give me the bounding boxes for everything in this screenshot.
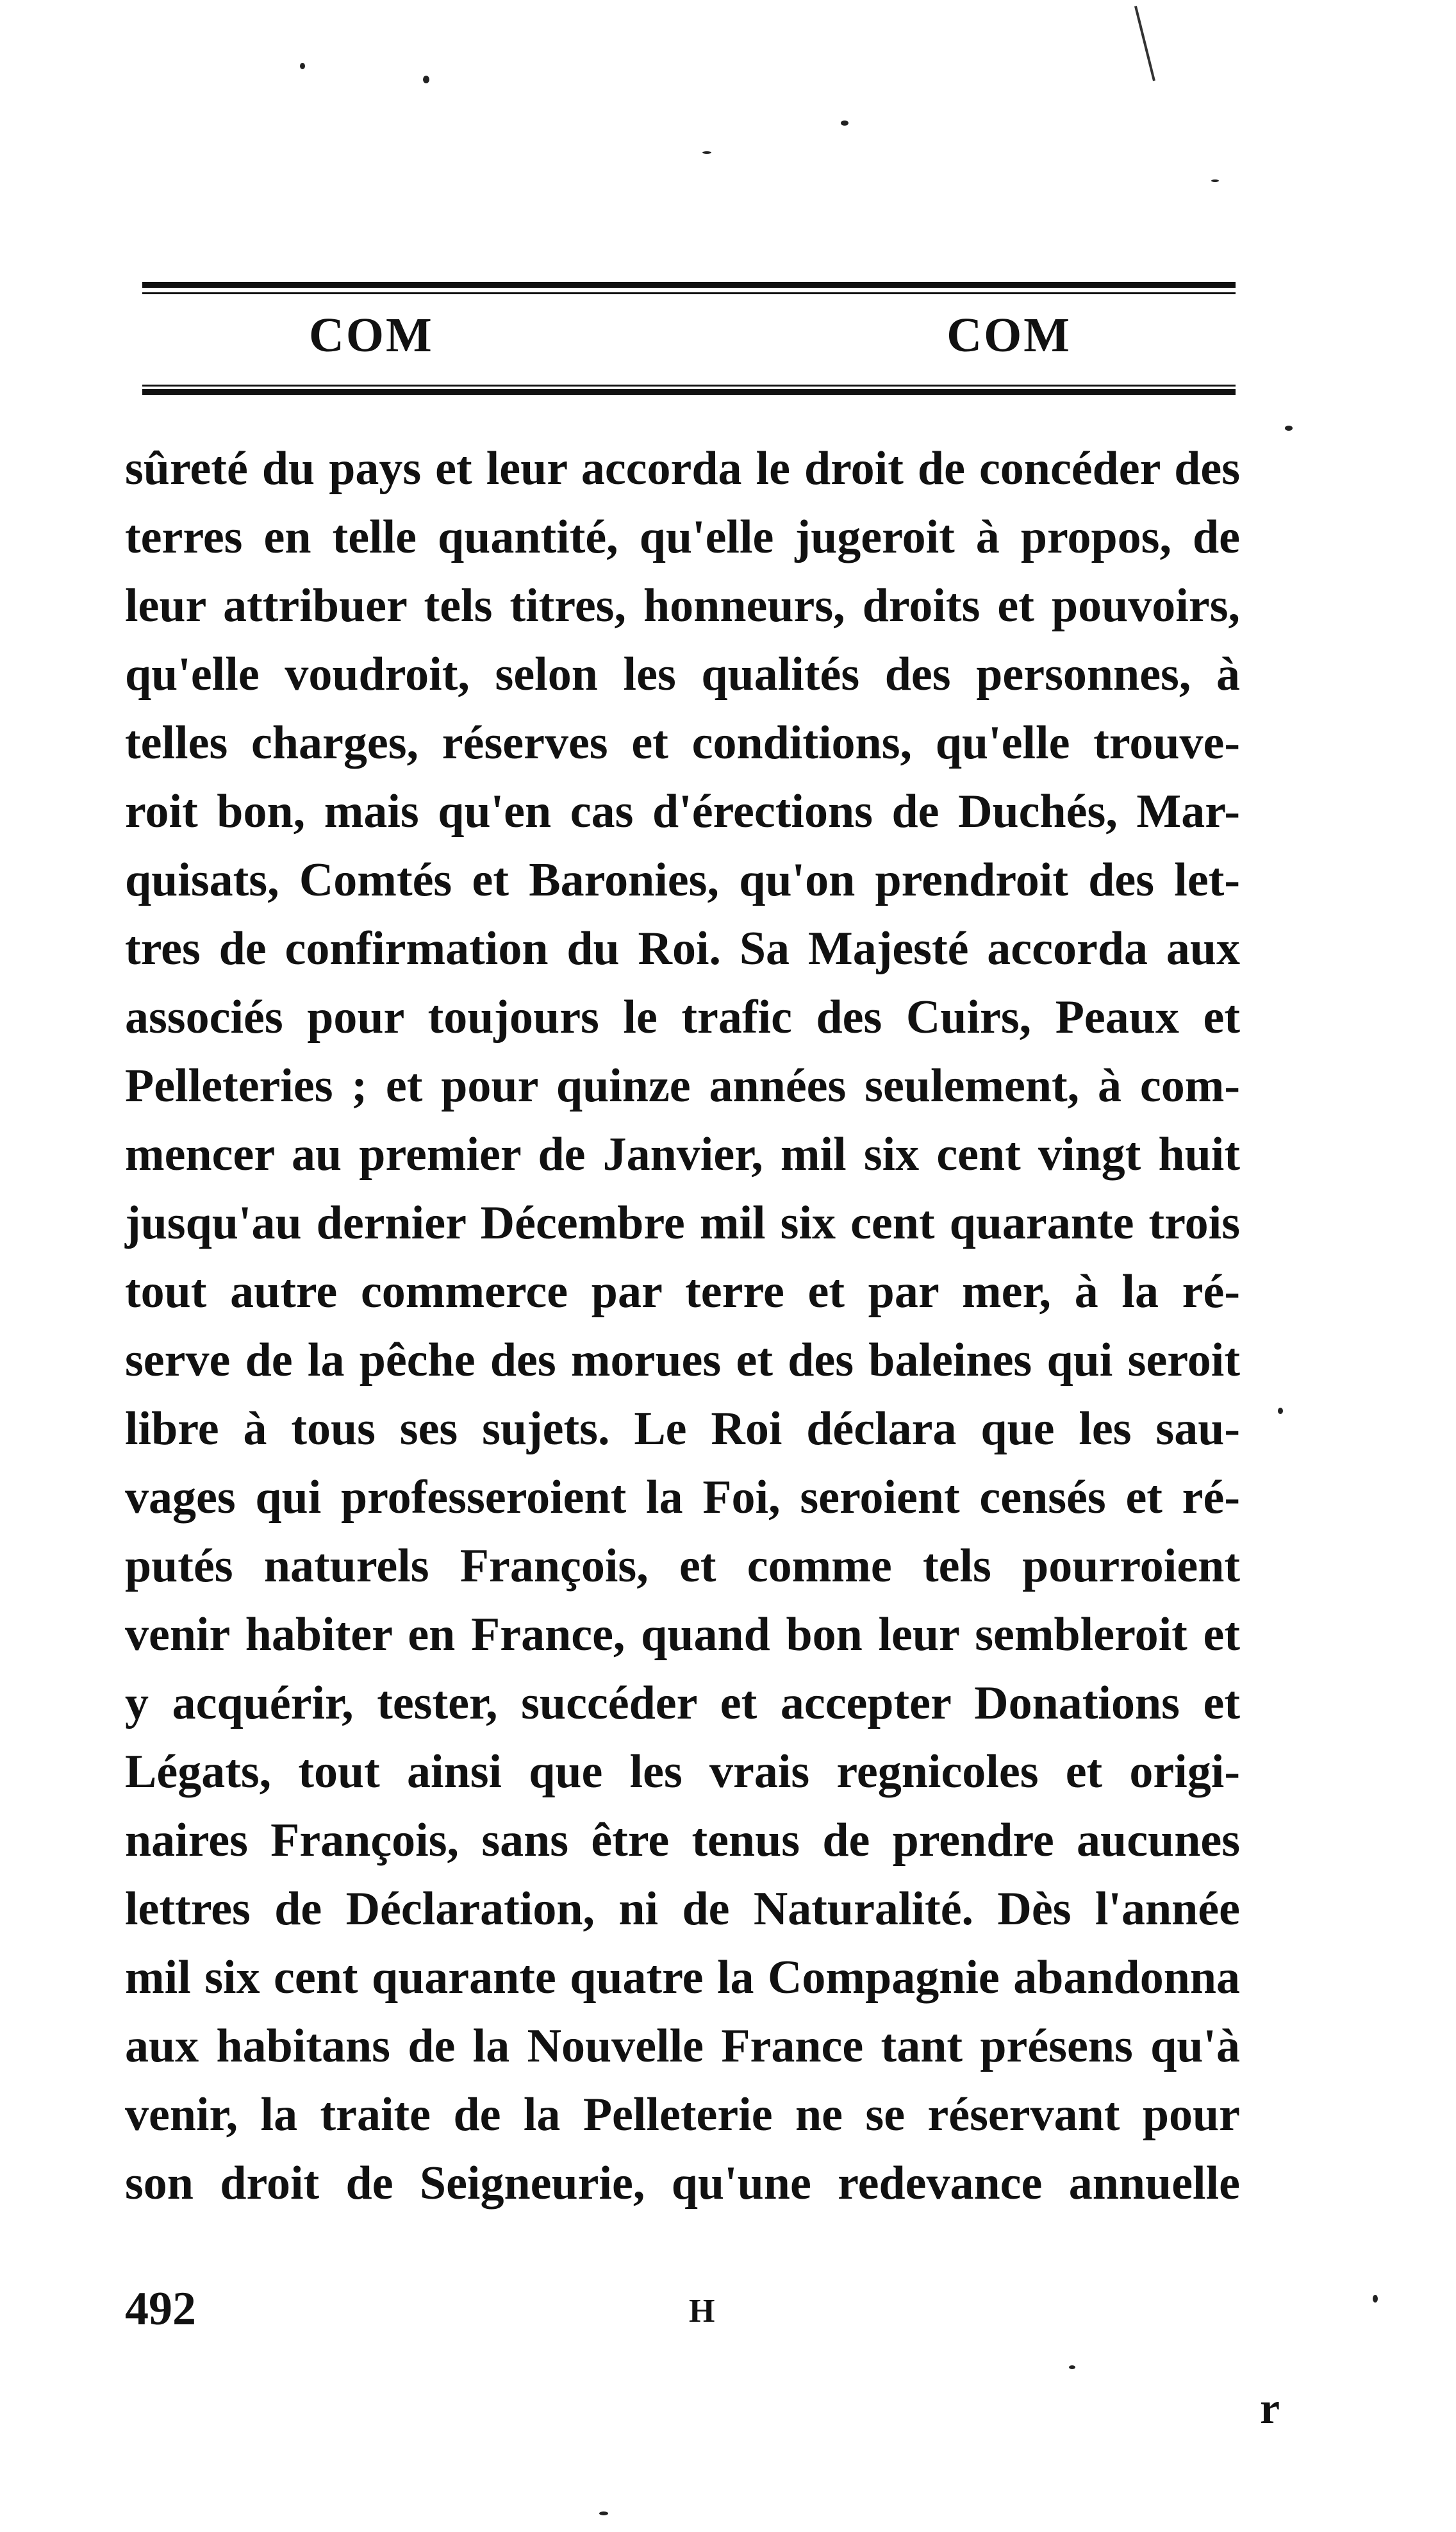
header-rule-top-thick	[142, 282, 1236, 288]
speck	[702, 151, 711, 154]
text-line: mil six cent quarante quatre la Compagnie abandonna	[125, 1951, 1240, 2004]
text-line: associés pour toujours le trafic des Cuirs, Peaux et	[125, 991, 1240, 1044]
text-line: telles charges, réserves et conditions, qu'elle trouve-	[125, 717, 1240, 769]
text-line: roit bon, mais qu'en cas d'érections de Duchés, Mar-	[125, 785, 1240, 838]
speck	[599, 2511, 608, 2515]
text-line: serve de la pêche des morues et des baleines qui seroit	[125, 1334, 1240, 1387]
speck	[1373, 2295, 1378, 2303]
corner-mark: r	[1260, 2384, 1280, 2433]
header-rule-bottom-thick	[142, 389, 1236, 395]
text-line: y acquérir, tester, succéder et accepter Donations et	[125, 1677, 1240, 1729]
body-text	[125, 435, 1240, 2218]
text-line: leur attribuer tels titres, honneurs, droits et pouvoirs,	[125, 579, 1240, 632]
text-line: lettres de Déclaration, ni de Naturalité. Dès l'année	[125, 1883, 1240, 1935]
page-number: 492	[125, 2283, 196, 2335]
text-line: tres de confirmation du Roi. Sa Majesté accorda aux	[125, 922, 1240, 975]
speck	[423, 76, 429, 83]
text-line: son droit de Seigneurie, qu'une redevance annuelle	[125, 2157, 1240, 2210]
text-line: venir, la traite de la Pelleterie ne se réservant pour	[125, 2088, 1240, 2141]
text-line: jusqu'au dernier Décembre mil six cent quarante trois	[125, 1197, 1240, 1249]
text-line: naires François, sans être tenus de prendre aucunes	[125, 1814, 1240, 1867]
text-line: putés naturels François, et comme tels pourroient	[125, 1540, 1240, 1592]
speck	[841, 121, 848, 126]
header-rule-bottom-thin	[142, 385, 1236, 387]
text-line: venir habiter en France, quand bon leur sembleroit et	[125, 1608, 1240, 1661]
speck	[300, 63, 305, 69]
header-rule-top-thin	[142, 292, 1236, 294]
text-line: vages qui professeroient la Foi, seroient censés et ré-	[125, 1471, 1240, 1524]
running-head	[142, 301, 1236, 378]
text-line: Légats, tout ainsi que les vrais regnicoles et origi-	[125, 1745, 1240, 1798]
text-line: libre à tous ses sujets. Le Roi déclara que les sau-	[125, 1403, 1240, 1455]
page-footer	[125, 2276, 1240, 2353]
speck	[1278, 1408, 1283, 1414]
margin-stroke-mark	[1134, 6, 1155, 81]
text-line: mencer au premier de Janvier, mil six cent vingt huit	[125, 1128, 1240, 1181]
speck	[1285, 426, 1293, 431]
running-head-right: COM	[947, 308, 1071, 362]
running-head-left: COM	[309, 308, 434, 362]
text-line: qu'elle voudroit, selon les qualités des personnes, à	[125, 648, 1240, 701]
text-line: sûreté du pays et leur accorda le droit de concéder des	[125, 442, 1240, 495]
text-line: terres en telle quantité, qu'elle jugeroit à propos, de	[125, 511, 1240, 563]
speck	[1211, 179, 1219, 182]
text-line: Pelleteries ; et pour quinze années seulement, à com-	[125, 1060, 1240, 1112]
text-line: quisats, Comtés et Baronies, qu'on prendroit des let-	[125, 854, 1240, 906]
text-line: tout autre commerce par terre et par mer, à la ré-	[125, 1265, 1240, 1318]
speck	[1069, 2365, 1075, 2369]
signature-mark: H	[689, 2293, 715, 2329]
text-line: aux habitans de la Nouvelle France tant présens qu'à	[125, 2020, 1240, 2072]
